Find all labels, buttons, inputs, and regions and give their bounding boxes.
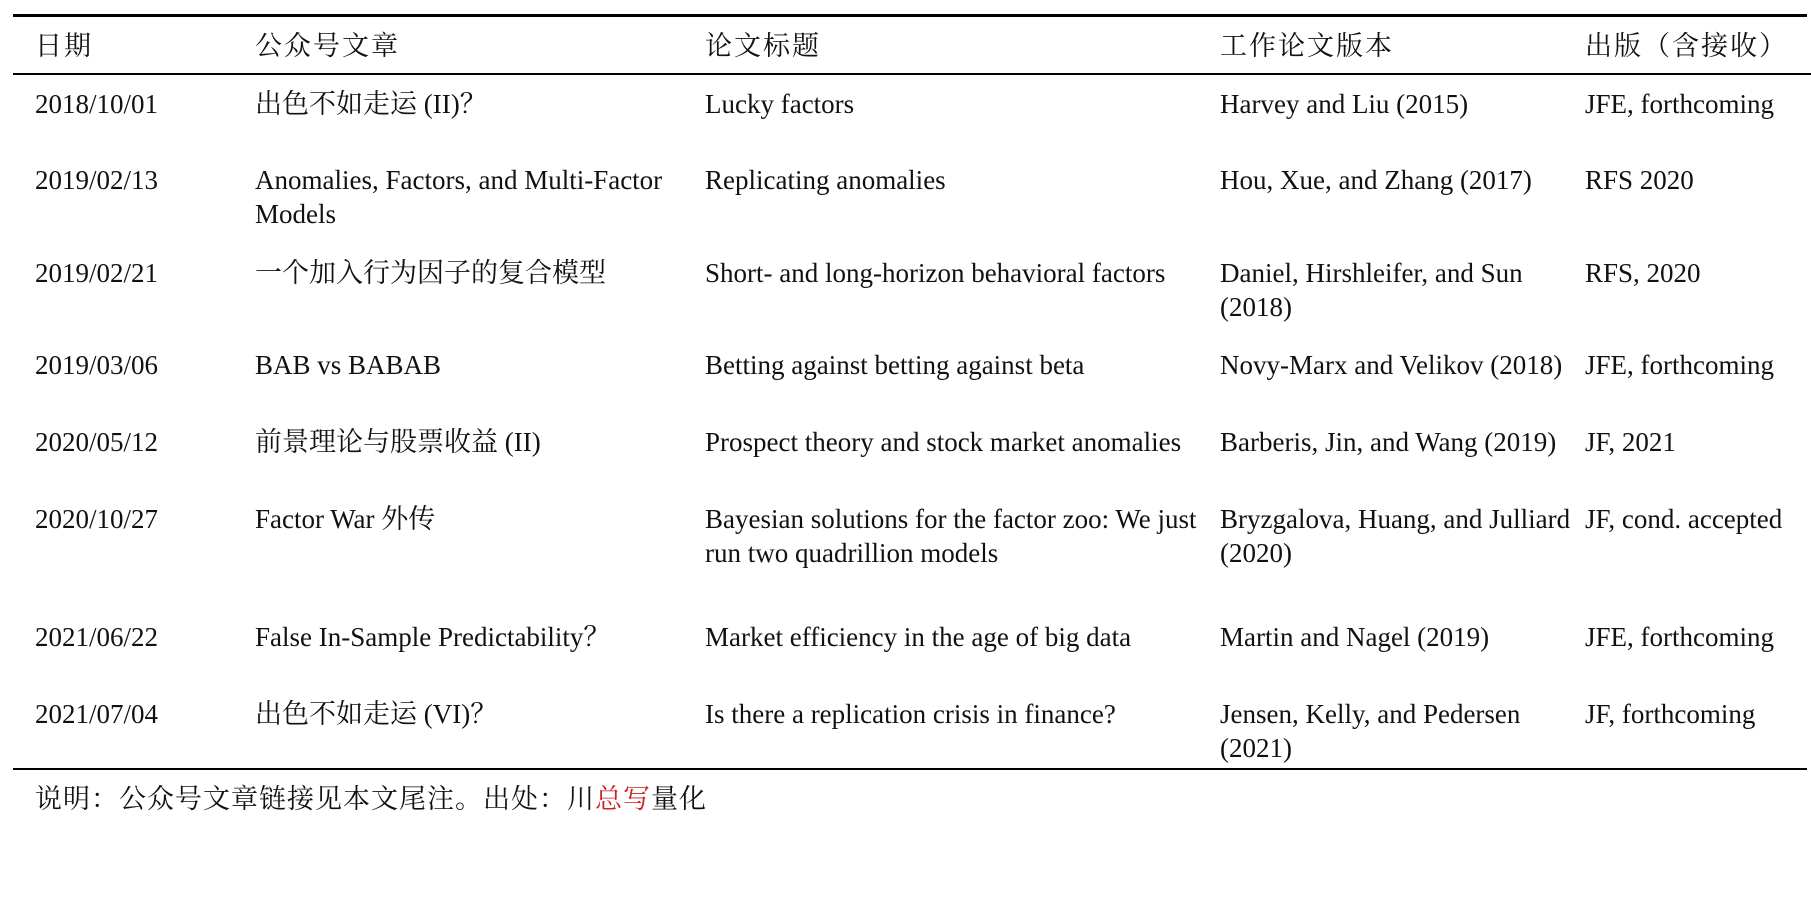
table-row [13, 490, 1811, 608]
note-highlight: 总写 [595, 784, 651, 814]
cell-title: Market efficiency in the age of big data [705, 622, 1132, 652]
header-working-paper: 工作论文版本 [1220, 31, 1394, 61]
cell-published: RFS 2020 [1585, 165, 1694, 195]
cell-title: Replicating anomalies [705, 165, 946, 195]
document [13, 14, 1807, 816]
cell-working-paper: Bryzgalova, Huang, and Julliard (2020) [1220, 504, 1571, 568]
cell-working-paper: Hou, Xue, and Zhang (2017) [1220, 165, 1532, 195]
header-title: 论文标题 [705, 31, 821, 61]
cell-date: 2020/05/12 [35, 427, 159, 457]
cell-date: 2018/10/01 [35, 89, 159, 119]
header-date: 日期 [35, 31, 93, 61]
cell-published: JF, cond. accepted [1585, 504, 1783, 534]
cell-date: 2019/03/06 [35, 350, 159, 380]
cell-working-paper: Barberis, Jin, and Wang (2019) [1220, 427, 1557, 457]
cell-article: Anomalies, Factors, and Multi-Factor Models [255, 165, 663, 229]
cell-published: JF, forthcoming [1585, 699, 1756, 729]
table-header [13, 17, 1811, 73]
table-row [13, 413, 1811, 490]
table-body [13, 73, 1811, 768]
cell-article: 出色不如走运 (VI)？ [255, 699, 498, 729]
cell-published: JF, 2021 [1585, 427, 1676, 457]
cell-date: 2019/02/13 [35, 165, 159, 195]
table-row [13, 244, 1811, 336]
cell-title: Is there a replication crisis in finance? [705, 699, 1116, 729]
table-row [13, 336, 1811, 413]
cell-working-paper: Daniel, Hirshleifer, and Sun (2018) [1220, 258, 1523, 322]
cell-published: JFE, forthcoming [1585, 622, 1774, 652]
table-row [13, 608, 1811, 685]
table-row [13, 685, 1811, 768]
cell-article: False In-Sample Predictability？ [255, 622, 611, 652]
cell-working-paper: Harvey and Liu (2015) [1220, 89, 1469, 119]
cell-article: 出色不如走运 (II)？ [255, 89, 487, 119]
table-row [13, 75, 1811, 151]
header-article: 公众号文章 [255, 31, 400, 61]
cell-published: JFE, forthcoming [1585, 350, 1774, 380]
cell-title: Prospect theory and stock market anomalies [705, 427, 1182, 457]
cell-published: JFE, forthcoming [1585, 89, 1774, 119]
cell-article: 前景理论与股票收益 (II) [255, 427, 541, 457]
cell-article: Factor War 外传 [255, 504, 436, 534]
table-row [13, 151, 1811, 244]
cell-date: 2020/10/27 [35, 504, 159, 534]
cell-working-paper: Martin and Nagel (2019) [1220, 622, 1490, 652]
cell-date: 2021/07/04 [35, 699, 159, 729]
note-suffix: 量化 [651, 784, 707, 814]
cell-title: Betting against betting against beta [705, 350, 1085, 380]
cell-working-paper: Novy-Marx and Velikov (2018) [1220, 350, 1563, 380]
papers-table [13, 17, 1811, 768]
cell-title: Short- and long-horizon behavioral factors [705, 258, 1166, 288]
cell-article: BAB vs BABAB [255, 350, 442, 380]
note-prefix: 说明：公众号文章链接见本文尾注。出处：川 [35, 784, 595, 814]
cell-title: Bayesian solutions for the factor zoo: We just run two quadrillion models [705, 504, 1197, 568]
cell-title: Lucky factors [705, 89, 855, 119]
header-published: 出版（含接收） [1585, 31, 1788, 61]
cell-published: RFS, 2020 [1585, 258, 1701, 288]
cell-working-paper: Jensen, Kelly, and Pedersen (2021) [1220, 699, 1521, 763]
table-note [13, 770, 1807, 816]
cell-date: 2019/02/21 [35, 258, 159, 288]
header-row [13, 17, 1811, 73]
cell-article: 一个加入行为因子的复合模型 [255, 258, 606, 288]
cell-date: 2021/06/22 [35, 622, 159, 652]
